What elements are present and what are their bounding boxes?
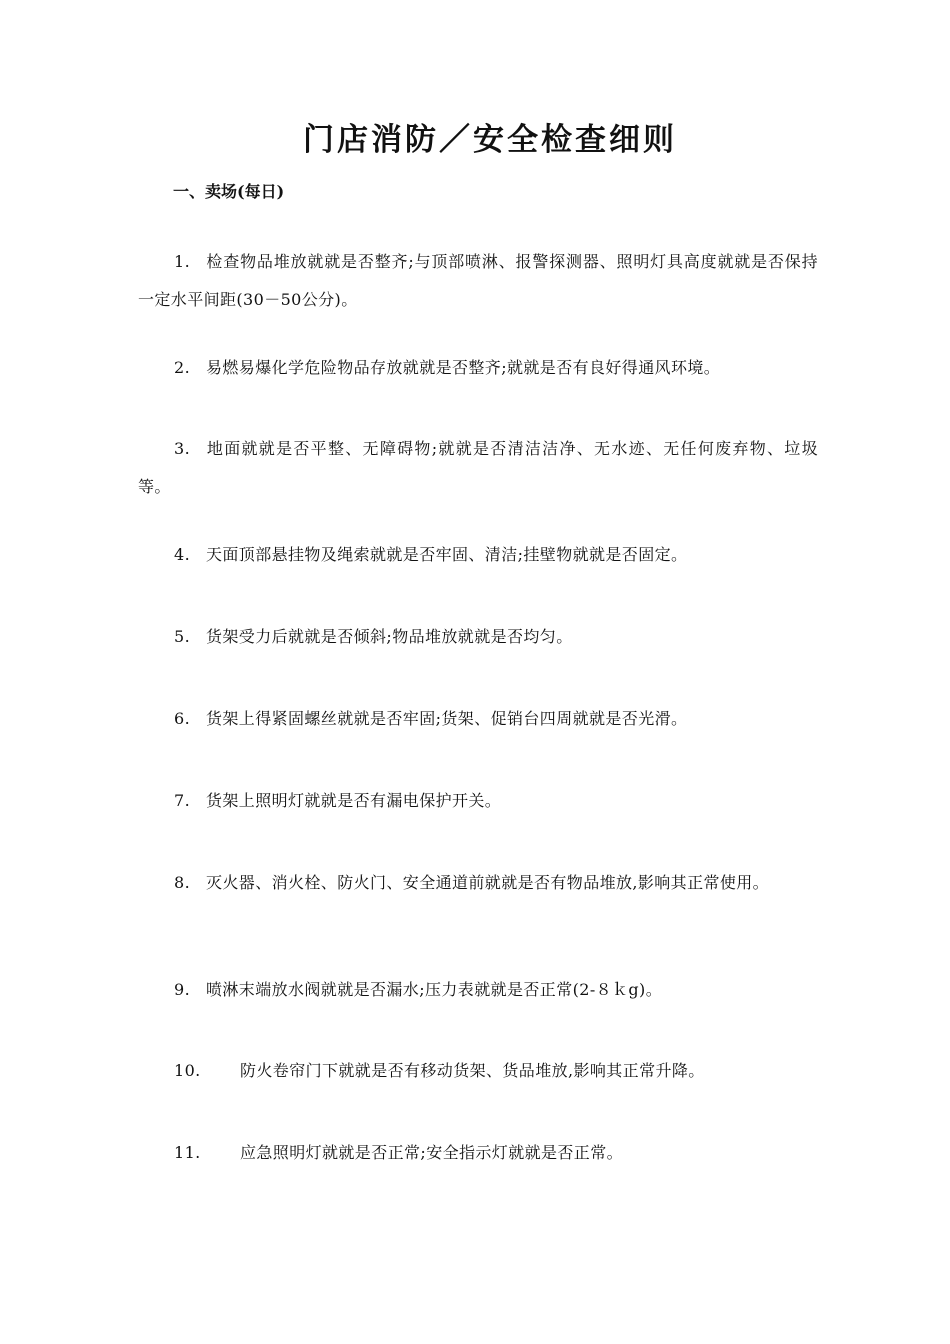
list-item: [138, 864, 818, 902]
list-item: [138, 1052, 818, 1090]
item-text: 灭火器、消火栓、防火门、安全通道前就就是否有物品堆放,影响其正常使用。: [206, 873, 770, 892]
list-item: [138, 1134, 818, 1172]
list-item: [138, 618, 818, 656]
item-text: 货架受力后就就是否倾斜;物品堆放就就是否均匀。: [206, 627, 573, 646]
item-number: 7.: [174, 791, 191, 810]
item-number: 11.: [174, 1143, 201, 1162]
list-item: [138, 243, 818, 319]
item-number: 3.: [174, 439, 191, 458]
list-item: [138, 971, 818, 1009]
item-number: 8.: [174, 873, 191, 892]
item-text: 天面顶部悬挂物及绳索就就是否牢固、清洁;挂壁物就就是否固定。: [206, 545, 688, 564]
list-item: [138, 700, 818, 738]
item-text: 喷淋末端放水阀就就是否漏水;压力表就就是否正常(2-８ｋg)。: [206, 980, 663, 999]
list-item: [138, 782, 818, 820]
item-text: 防火卷帘门下就就是否有移动货架、货品堆放,影响其正常升降。: [240, 1061, 705, 1080]
item-number: 4.: [174, 545, 191, 564]
item-number: 1.: [174, 252, 191, 271]
section-heading: 一、卖场(每日): [173, 182, 285, 201]
item-text: 地面就就是否平整、无障碍物;就就是否清洁洁净、无水迹、无任何废弃物、垃圾等。: [138, 439, 818, 496]
item-text: 货架上照明灯就就是否有漏电保护开关。: [206, 791, 502, 810]
document-title: 门店消防／安全检查细则: [303, 122, 677, 158]
item-number: 2.: [174, 358, 191, 377]
item-number: 10.: [174, 1061, 201, 1080]
item-text: 检查物品堆放就就是否整齐;与顶部喷淋、报警探测器、照明灯具高度就就是否保持一定水平间距(30－50公分)。: [138, 252, 818, 309]
list-item: [138, 536, 818, 574]
item-text: 易燃易爆化学危险物品存放就就是否整齐;就就是否有良好得通风环境。: [206, 358, 721, 377]
item-text: 货架上得紧固螺丝就就是否牢固;货架、促销台四周就就是否光滑。: [206, 709, 688, 728]
item-text: 应急照明灯就就是否正常;安全指示灯就就是否正常。: [240, 1143, 623, 1162]
item-number: 9.: [174, 980, 191, 999]
item-number: 5.: [174, 627, 191, 646]
item-number: 6.: [174, 709, 191, 728]
list-item: [138, 430, 818, 506]
list-item: [138, 349, 818, 387]
